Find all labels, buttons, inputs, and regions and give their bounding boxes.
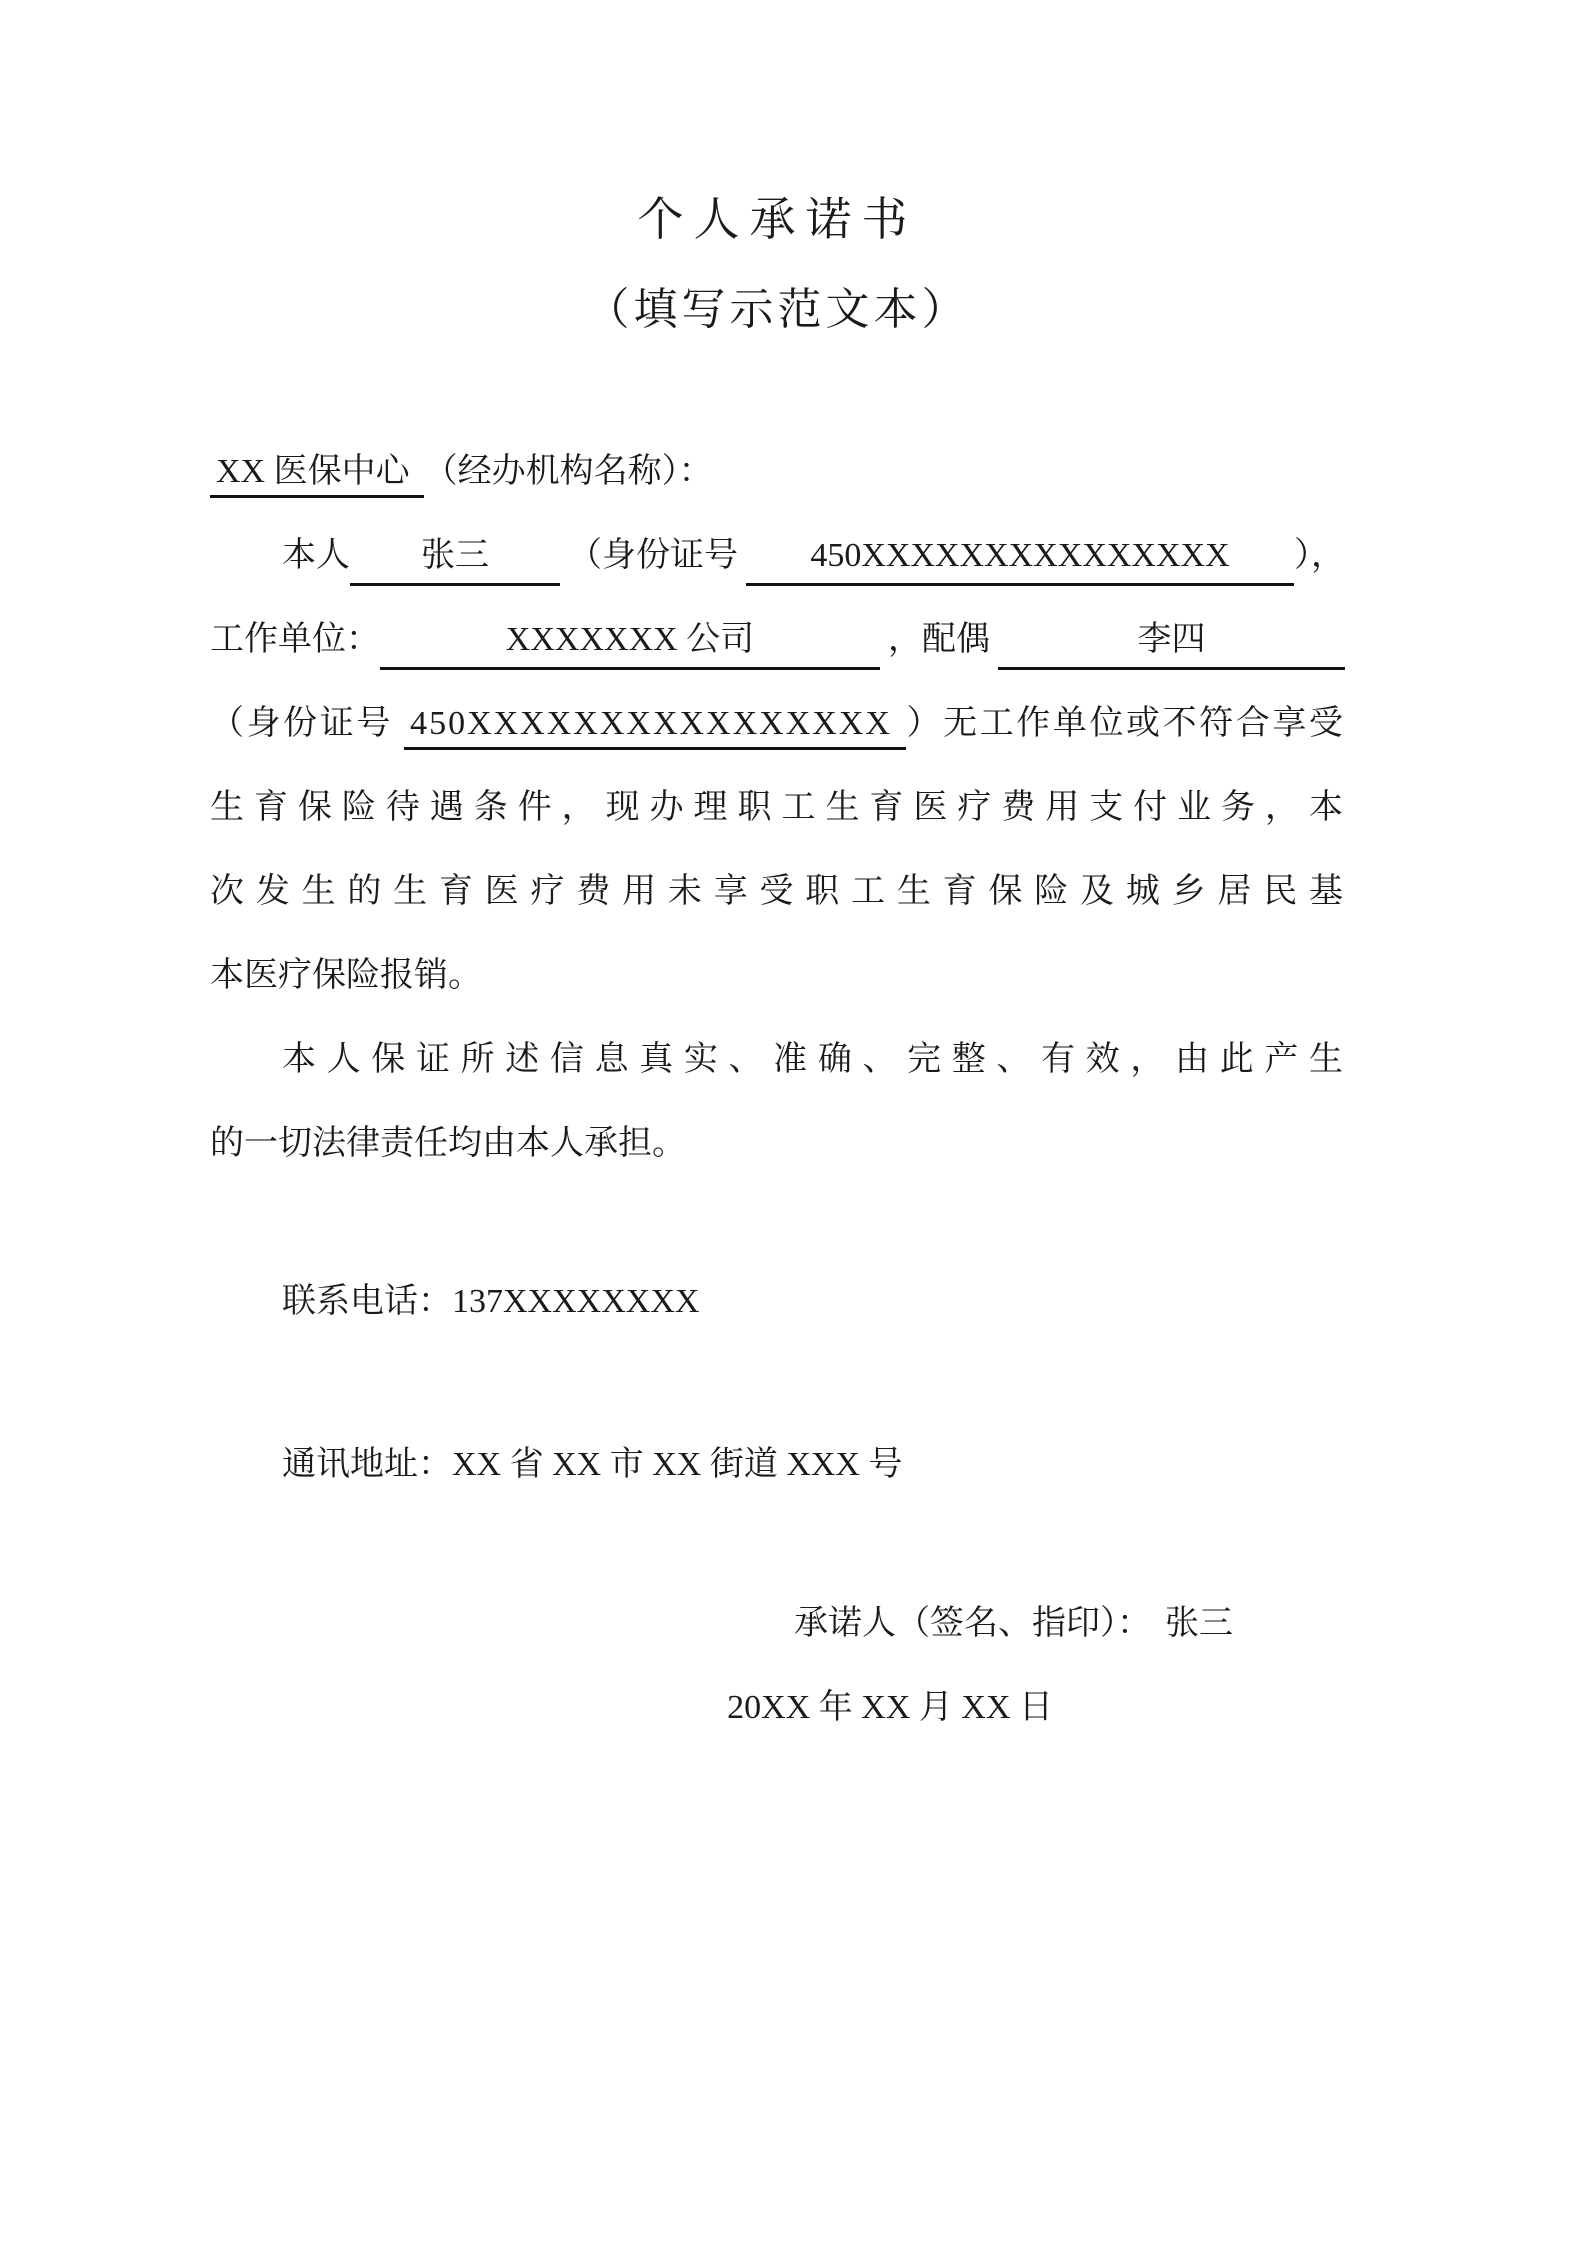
self-name-field: 张三 — [350, 534, 560, 586]
guarantee-line-1: 本人保证所述信息真实、准确、完整、有效，由此产生 — [282, 1041, 1345, 1078]
phone-line — [210, 1260, 1345, 1344]
signer-name: 张三 — [1165, 1605, 1233, 1642]
spouse-name-field: 李四 — [998, 618, 1345, 670]
signature-line — [210, 1582, 1345, 1666]
address-line — [210, 1423, 1345, 1507]
statement-line-1: 生育保险待遇条件，现办理职工生育医疗费用支付业务，本 — [210, 789, 1345, 826]
id1-number-field: 450XXXXXXXXXXXXXXX — [746, 534, 1294, 586]
guarantee-line-2: 的一切法律责任均由本人承担。 — [210, 1125, 686, 1162]
spouse-label: ，配偶 — [888, 621, 990, 658]
document-subtitle: （填写示范文本） — [585, 285, 970, 334]
phone-value: 137XXXXXXXX — [452, 1283, 700, 1320]
address-value: XX 省 XX 市 XX 街道 XXX 号 — [452, 1446, 903, 1483]
salutation-line — [210, 430, 1345, 514]
id1-open-label: （身份证号 — [568, 537, 738, 574]
id2-close-statement: ）无工作单位或不符合享受 — [905, 705, 1346, 742]
work-spouse-line — [210, 598, 1345, 682]
statement-line-3: 本医疗保险报销。 — [210, 957, 482, 994]
date-line: 20XX 年 XX 月 XX 日 — [727, 1689, 1053, 1726]
work-unit-label: 工作单位： — [210, 621, 380, 658]
agency-name-field: XX 医保中心 — [210, 453, 424, 498]
document-body — [210, 430, 1345, 1750]
id2-open-label: （身份证号 — [210, 705, 393, 742]
signer-label: 承诺人（签名、指印）： — [794, 1605, 1151, 1642]
agency-label: （经办机构名称）： — [423, 453, 713, 490]
id2-number-field: 450XXXXXXXXXXXXXXXX — [404, 705, 906, 750]
address-label: 通讯地址： — [282, 1446, 452, 1483]
id1-close-label: ）， — [1294, 537, 1345, 574]
document-heading — [210, 185, 1345, 345]
document-title: 个人承诺书 — [637, 194, 918, 245]
self-label: 本人 — [282, 537, 350, 574]
statement-line-2: 次发生的生育医疗费用未享受职工生育保险及城乡居民基 — [210, 873, 1345, 910]
self-id-line — [210, 514, 1345, 598]
work-unit-field: XXXXXXX 公司 — [380, 618, 880, 670]
phone-label: 联系电话： — [282, 1283, 452, 1320]
spouse-id-line — [210, 682, 1345, 766]
